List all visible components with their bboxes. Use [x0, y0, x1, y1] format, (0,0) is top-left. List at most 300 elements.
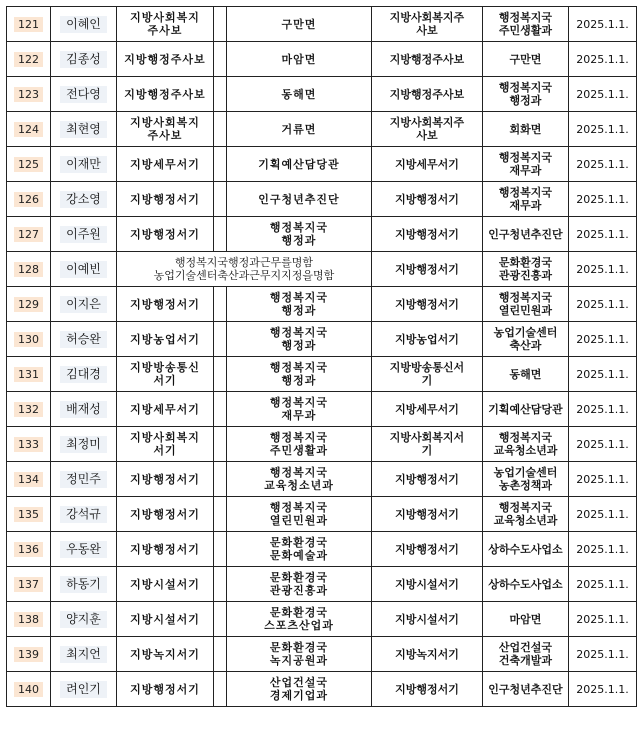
current-post-line: 마암면: [281, 52, 317, 66]
current-post-line: 녹지공원과: [269, 654, 329, 667]
person-name: 정민주: [60, 471, 107, 488]
new-grade-cell: [372, 252, 483, 287]
row-number-cell: [7, 602, 51, 637]
current-post-cell: [227, 462, 372, 497]
row-number: 136: [14, 542, 43, 557]
table-row: [7, 532, 637, 567]
table-row: [7, 287, 637, 322]
current-grade-cell: [117, 77, 214, 112]
current-grade-line: 지방행정서기: [130, 227, 200, 241]
person-name: 하동기: [60, 576, 107, 593]
person-name-cell: [51, 602, 117, 637]
row-number: 137: [14, 577, 43, 592]
person-name: 김대경: [60, 366, 107, 383]
current-post-cell: [227, 567, 372, 602]
new-post-line: 회화면: [509, 122, 542, 136]
new-grade-line: 기: [421, 374, 433, 387]
spacer-cell: [214, 532, 227, 567]
row-number: 138: [14, 612, 43, 627]
current-grade-cell: [117, 112, 214, 147]
new-grade-line: 지방행정서기: [395, 227, 459, 241]
spacer-cell: [214, 147, 227, 182]
current-grade-cell: [117, 497, 214, 532]
new-grade-cell: [372, 497, 483, 532]
current-post-cell: [227, 637, 372, 672]
person-name-cell: [51, 7, 117, 42]
current-post-line: 열린민원과: [269, 514, 329, 527]
new-post-line: 상하수도사업소: [488, 577, 563, 591]
new-post-cell: [483, 637, 569, 672]
new-grade-cell: [372, 42, 483, 77]
current-grade-cell: [117, 427, 214, 462]
current-post-cell: [227, 42, 372, 77]
new-post-cell: [483, 42, 569, 77]
personnel-table: [6, 6, 637, 707]
current-post-line: 행정과: [281, 304, 317, 317]
person-name-cell: [51, 287, 117, 322]
current-grade-cell: [117, 357, 214, 392]
new-grade-cell: [372, 322, 483, 357]
new-grade-line: 지방행정서기: [395, 472, 459, 486]
current-post-line: 행정복지국: [269, 431, 329, 444]
new-grade-line: 지방방송통신서: [389, 361, 465, 374]
table-row: [7, 602, 637, 637]
current-post-line: 문화환경국: [269, 641, 329, 654]
effective-date: 2025.1.1.: [576, 227, 629, 241]
new-post-line: 재무과: [509, 199, 542, 212]
new-grade-line: 사보: [416, 129, 438, 142]
current-grade-line: 지방세무서기: [130, 157, 200, 171]
row-number: 139: [14, 647, 43, 662]
new-grade-cell: [372, 567, 483, 602]
new-grade-cell: [372, 77, 483, 112]
new-post-cell: [483, 287, 569, 322]
current-grade-line: 지방사회복지: [130, 11, 200, 24]
current-post-cell: [227, 357, 372, 392]
row-number-cell: [7, 217, 51, 252]
current-grade-line: 지방행정서기: [130, 542, 200, 556]
current-post-line: 거류면: [281, 122, 317, 136]
new-post-cell: [483, 252, 569, 287]
current-post-line: 행정복지국: [269, 221, 329, 234]
new-post-line: 행정복지국: [498, 11, 553, 24]
merged-note-line: 농업기술센터축산과근무지지정을명함: [153, 269, 335, 282]
current-grade-cell: [117, 287, 214, 322]
row-number-cell: [7, 252, 51, 287]
effective-date-cell: [569, 357, 637, 392]
current-post-cell: [227, 602, 372, 637]
new-post-line: 농업기술센터: [493, 466, 558, 479]
spacer-cell: [214, 77, 227, 112]
person-name-cell: [51, 357, 117, 392]
new-post-line: 인구청년추진단: [488, 682, 563, 696]
current-grade-cell: [117, 7, 214, 42]
current-post-line: 교육청소년과: [264, 479, 334, 492]
new-post-line: 산업건설국: [498, 641, 553, 654]
table-row: [7, 462, 637, 497]
effective-date: 2025.1.1.: [576, 87, 629, 101]
effective-date: 2025.1.1.: [576, 192, 629, 206]
row-number: 123: [14, 87, 43, 102]
current-grade-cell: [117, 217, 214, 252]
person-name-cell: [51, 532, 117, 567]
new-post-cell: [483, 217, 569, 252]
person-name: 이재만: [60, 156, 107, 173]
new-post-line: 관광진흥과: [498, 269, 553, 282]
new-post-line: 행정복지국: [498, 291, 553, 304]
person-name: 이주원: [60, 226, 107, 243]
current-post-cell: [227, 427, 372, 462]
spacer-cell: [214, 322, 227, 357]
spacer-cell: [214, 287, 227, 322]
spacer-cell: [214, 217, 227, 252]
current-post-line: 관광진흥과: [269, 584, 329, 597]
new-post-cell: [483, 462, 569, 497]
row-number-cell: [7, 77, 51, 112]
new-grade-cell: [372, 7, 483, 42]
person-name-cell: [51, 252, 117, 287]
new-post-cell: [483, 7, 569, 42]
table-row: [7, 322, 637, 357]
new-grade-line: 사보: [416, 24, 438, 37]
current-post-line: 동해면: [281, 87, 317, 101]
table-row: [7, 147, 637, 182]
effective-date: 2025.1.1.: [576, 472, 629, 486]
effective-date-cell: [569, 287, 637, 322]
effective-date: 2025.1.1.: [576, 157, 629, 171]
current-grade-line: 지방농업서기: [130, 332, 200, 346]
current-grade-cell: [117, 637, 214, 672]
new-post-line: 행정복지국: [498, 186, 553, 199]
person-name: 우동완: [60, 541, 107, 558]
person-name-cell: [51, 672, 117, 707]
effective-date: 2025.1.1.: [576, 612, 629, 626]
current-grade-line: 지방행정서기: [130, 507, 200, 521]
table-row: [7, 77, 637, 112]
person-name: 이지은: [60, 296, 107, 313]
table-row: [7, 392, 637, 427]
new-grade-cell: [372, 357, 483, 392]
row-number: 124: [14, 122, 43, 137]
spacer-cell: [214, 462, 227, 497]
row-number-cell: [7, 322, 51, 357]
spacer-cell: [214, 42, 227, 77]
effective-date-cell: [569, 497, 637, 532]
new-post-line: 교육청소년과: [493, 444, 558, 457]
new-grade-cell: [372, 462, 483, 497]
current-post-cell: [227, 112, 372, 147]
current-grade-cell: [117, 42, 214, 77]
table-row: [7, 217, 637, 252]
current-grade-cell: [117, 602, 214, 637]
new-post-cell: [483, 532, 569, 567]
effective-date-cell: [569, 602, 637, 637]
spacer-cell: [214, 392, 227, 427]
person-name: 전다영: [60, 86, 107, 103]
current-post-cell: [227, 147, 372, 182]
effective-date: 2025.1.1.: [576, 367, 629, 381]
new-post-cell: [483, 427, 569, 462]
row-number: 122: [14, 52, 43, 67]
person-name-cell: [51, 637, 117, 672]
person-name-cell: [51, 182, 117, 217]
current-grade-cell: [117, 462, 214, 497]
row-number-cell: [7, 567, 51, 602]
row-number: 130: [14, 332, 43, 347]
table-row: [7, 567, 637, 602]
current-grade-cell: [117, 532, 214, 567]
current-post-line: 인구청년추진단: [258, 192, 340, 206]
current-post-line: 행정복지국: [269, 291, 329, 304]
new-grade-line: 지방행정서기: [395, 192, 459, 206]
table-row: [7, 42, 637, 77]
current-post-line: 스포츠산업과: [264, 619, 334, 632]
row-number-cell: [7, 7, 51, 42]
current-grade-line: 지방행정서기: [130, 682, 200, 696]
person-name-cell: [51, 322, 117, 357]
row-number-cell: [7, 112, 51, 147]
spacer-cell: [214, 357, 227, 392]
current-grade-line: 지방사회복지: [130, 116, 200, 129]
new-grade-line: 지방사회복지서: [389, 431, 465, 444]
effective-date-cell: [569, 532, 637, 567]
new-grade-line: 지방행정주사보: [389, 52, 465, 66]
new-post-line: 농촌정책과: [498, 479, 553, 492]
spacer-cell: [214, 7, 227, 42]
effective-date-cell: [569, 252, 637, 287]
effective-date: 2025.1.1.: [576, 17, 629, 31]
person-name-cell: [51, 392, 117, 427]
new-post-line: 행정복지국: [498, 501, 553, 514]
current-grade-line: 지방시설서기: [130, 612, 200, 626]
person-name: 이예빈: [60, 261, 107, 278]
new-grade-line: 지방행정서기: [395, 682, 459, 696]
current-grade-line: 지방행정서기: [130, 297, 200, 311]
new-post-cell: [483, 602, 569, 637]
current-post-cell: [227, 217, 372, 252]
current-post-line: 행정과: [281, 234, 317, 247]
new-post-line: 축산과: [509, 339, 542, 352]
current-grade-line: 지방사회복지: [130, 431, 200, 444]
table-row: [7, 182, 637, 217]
person-name: 이혜인: [60, 16, 107, 33]
current-grade-line: 지방세무서기: [130, 402, 200, 416]
person-name: 김종성: [60, 51, 107, 68]
row-number-cell: [7, 497, 51, 532]
current-post-line: 문화환경국: [269, 536, 329, 549]
new-grade-line: 지방행정서기: [395, 507, 459, 521]
new-post-cell: [483, 182, 569, 217]
person-name: 려인기: [60, 681, 107, 698]
new-post-cell: [483, 77, 569, 112]
current-post-cell: [227, 77, 372, 112]
new-post-line: 재무과: [509, 164, 542, 177]
row-number-cell: [7, 532, 51, 567]
spacer-cell: [214, 182, 227, 217]
current-grade-line: 지방녹지서기: [130, 647, 200, 661]
current-grade-cell: [117, 672, 214, 707]
row-number: 134: [14, 472, 43, 487]
person-name: 최현영: [60, 121, 107, 138]
person-name-cell: [51, 497, 117, 532]
new-grade-line: 지방행정서기: [395, 297, 459, 311]
current-post-line: 기획예산담당관: [258, 157, 340, 171]
table-row: [7, 252, 637, 287]
effective-date-cell: [569, 77, 637, 112]
spacer-cell: [214, 602, 227, 637]
table-row: [7, 112, 637, 147]
new-grade-cell: [372, 427, 483, 462]
new-grade-line: 지방시설서기: [395, 577, 459, 591]
new-post-line: 인구청년추진단: [488, 227, 563, 241]
current-post-line: 행정복지국: [269, 501, 329, 514]
effective-date-cell: [569, 217, 637, 252]
row-number: 125: [14, 157, 43, 172]
row-number-cell: [7, 637, 51, 672]
new-post-line: 건축개발과: [498, 654, 553, 667]
new-grade-cell: [372, 637, 483, 672]
effective-date: 2025.1.1.: [576, 122, 629, 136]
spacer-cell: [214, 112, 227, 147]
table-row: [7, 497, 637, 532]
current-grade-line: 지방행정주사보: [124, 87, 206, 101]
new-post-line: 동해면: [509, 367, 542, 381]
person-name-cell: [51, 217, 117, 252]
row-number: 135: [14, 507, 43, 522]
new-grade-line: 지방농업서기: [395, 332, 459, 346]
spacer-cell: [214, 497, 227, 532]
current-grade-line: 주사보: [147, 24, 183, 37]
current-post-line: 행정복지국: [269, 466, 329, 479]
current-post-line: 주민생활과: [269, 444, 329, 457]
merged-note-cell: [117, 252, 372, 287]
current-post-line: 재무과: [281, 409, 317, 422]
row-number: 121: [14, 17, 43, 32]
effective-date-cell: [569, 7, 637, 42]
current-post-line: 행정과: [281, 339, 317, 352]
current-grade-line: 지방시설서기: [130, 577, 200, 591]
current-grade-line: 지방행정서기: [130, 192, 200, 206]
current-grade-cell: [117, 392, 214, 427]
new-grade-cell: [372, 112, 483, 147]
current-grade-cell: [117, 147, 214, 182]
new-grade-line: 지방행정서기: [395, 262, 459, 276]
current-post-line: 문화환경국: [269, 571, 329, 584]
new-post-cell: [483, 322, 569, 357]
current-post-line: 문화환경국: [269, 606, 329, 619]
person-name-cell: [51, 112, 117, 147]
effective-date: 2025.1.1.: [576, 682, 629, 696]
table-row: [7, 7, 637, 42]
new-grade-line: 지방행정주사보: [389, 87, 465, 101]
new-grade-cell: [372, 602, 483, 637]
table-row: [7, 637, 637, 672]
new-grade-line: 지방사회복지주: [389, 11, 465, 24]
new-grade-line: 지방녹지서기: [395, 647, 459, 661]
effective-date-cell: [569, 42, 637, 77]
new-post-line: 행정복지국: [498, 151, 553, 164]
current-post-line: 행정복지국: [269, 326, 329, 339]
new-grade-line: 지방세무서기: [395, 157, 459, 171]
spacer-cell: [214, 427, 227, 462]
row-number-cell: [7, 182, 51, 217]
current-grade-line: 지방행정주사보: [124, 52, 206, 66]
effective-date-cell: [569, 112, 637, 147]
effective-date: 2025.1.1.: [576, 262, 629, 276]
effective-date: 2025.1.1.: [576, 542, 629, 556]
new-grade-cell: [372, 532, 483, 567]
row-number: 132: [14, 402, 43, 417]
effective-date-cell: [569, 322, 637, 357]
new-post-line: 행정복지국: [498, 431, 553, 444]
new-grade-cell: [372, 287, 483, 322]
personnel-table-body: [7, 7, 637, 707]
current-post-cell: [227, 672, 372, 707]
person-name-cell: [51, 42, 117, 77]
current-post-cell: [227, 322, 372, 357]
person-name-cell: [51, 147, 117, 182]
current-post-cell: [227, 287, 372, 322]
effective-date-cell: [569, 462, 637, 497]
row-number-cell: [7, 392, 51, 427]
current-grade-cell: [117, 182, 214, 217]
row-number-cell: [7, 672, 51, 707]
new-post-line: 문화환경국: [498, 256, 553, 269]
person-name-cell: [51, 77, 117, 112]
row-number: 140: [14, 682, 43, 697]
new-post-line: 행정과: [509, 94, 542, 107]
new-post-line: 열린민원과: [498, 304, 553, 317]
row-number-cell: [7, 357, 51, 392]
row-number-cell: [7, 42, 51, 77]
current-post-line: 행정복지국: [269, 396, 329, 409]
new-post-line: 행정복지국: [498, 81, 553, 94]
current-grade-line: 지방방송통신: [130, 361, 200, 374]
person-name: 양지훈: [60, 611, 107, 628]
effective-date: 2025.1.1.: [576, 52, 629, 66]
current-grade-cell: [117, 567, 214, 602]
effective-date: 2025.1.1.: [576, 402, 629, 416]
new-post-cell: [483, 497, 569, 532]
current-grade-line: 주사보: [147, 129, 183, 142]
row-number-cell: [7, 147, 51, 182]
current-post-cell: [227, 532, 372, 567]
current-post-line: 행정과: [281, 374, 317, 387]
person-name-cell: [51, 462, 117, 497]
effective-date-cell: [569, 427, 637, 462]
current-post-cell: [227, 392, 372, 427]
person-name: 최정미: [60, 436, 107, 453]
table-row: [7, 427, 637, 462]
effective-date: 2025.1.1.: [576, 332, 629, 346]
current-grade-line: 지방행정서기: [130, 472, 200, 486]
effective-date-cell: [569, 567, 637, 602]
current-post-line: 경제기업과: [269, 689, 329, 702]
new-post-cell: [483, 147, 569, 182]
effective-date-cell: [569, 182, 637, 217]
person-name: 강석규: [60, 506, 107, 523]
person-name-cell: [51, 427, 117, 462]
effective-date-cell: [569, 392, 637, 427]
new-grade-cell: [372, 392, 483, 427]
effective-date-cell: [569, 147, 637, 182]
new-grade-cell: [372, 672, 483, 707]
current-post-line: 산업건설국: [269, 676, 329, 689]
person-name: 허승완: [60, 331, 107, 348]
merged-note-line: 행정복지국행정과근무를명함: [174, 256, 314, 269]
person-name-cell: [51, 567, 117, 602]
table-row: [7, 672, 637, 707]
